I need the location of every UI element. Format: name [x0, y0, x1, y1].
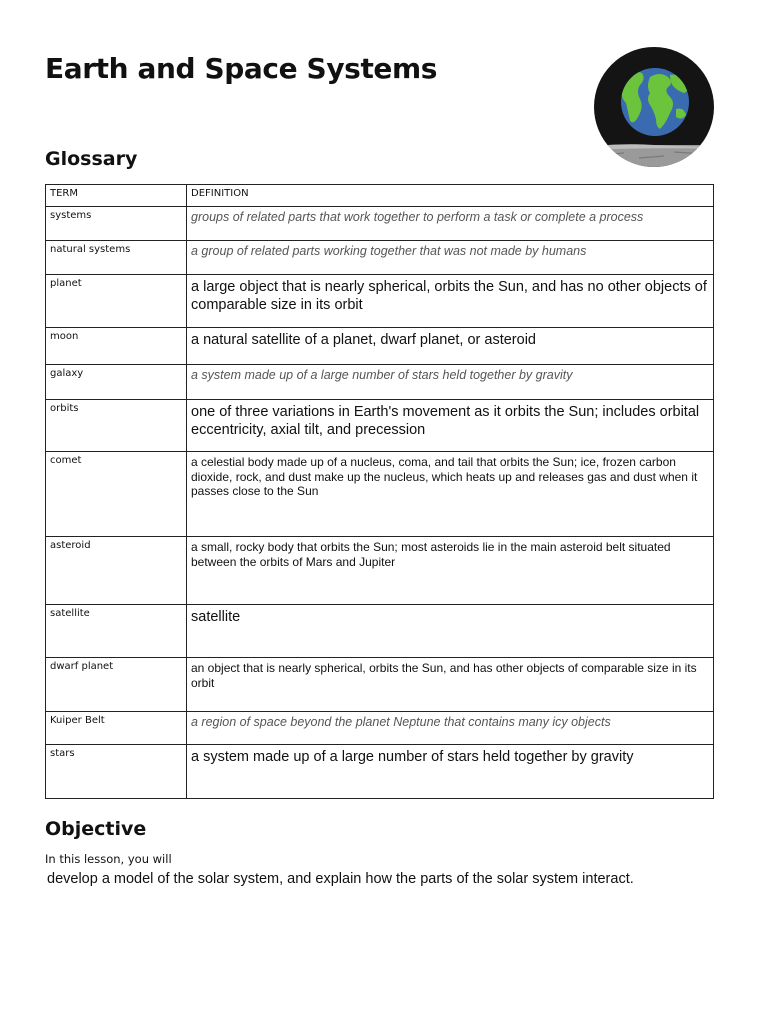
definition-cell: one of three variations in Earth's movement as it orbits the Sun; includes orbital eccentricity, axial tilt, and precession: [187, 400, 714, 452]
term-cell: asteroid: [46, 537, 187, 605]
definition-cell: a system made up of a large number of stars held together by gravity: [187, 365, 714, 400]
page-title: Earth and Space Systems: [45, 52, 438, 85]
definition-cell: a system made up of a large number of stars held together by gravity: [187, 745, 714, 799]
glossary-table: [45, 184, 714, 799]
objective-text: develop a model of the solar system, and explain how the parts of the solar system interact.: [47, 871, 634, 887]
table-row: [46, 605, 714, 658]
definition-cell: a large object that is nearly spherical, orbits the Sun, and has no other objects of comparable size in its orbit: [187, 275, 714, 328]
term-cell: satellite: [46, 605, 187, 658]
objective-intro: In this lesson, you will: [45, 852, 172, 866]
table-row: [46, 537, 714, 605]
term-cell: dwarf planet: [46, 658, 187, 712]
column-header-term: TERM: [46, 185, 187, 207]
table-row: [46, 207, 714, 241]
term-cell: galaxy: [46, 365, 187, 400]
definition-cell: a celestial body made up of a nucleus, coma, and tail that orbits the Sun; ice, frozen carbon dioxide, rock, and dust make up the nucleus, which heats up and releases gas and dust when it passes close to the Sun: [187, 452, 714, 537]
table-row: [46, 400, 714, 452]
glossary-header-row: [46, 185, 714, 207]
table-row: [46, 658, 714, 712]
definition-cell: a region of space beyond the planet Neptune that contains many icy objects: [187, 712, 714, 745]
table-row: [46, 365, 714, 400]
definition-cell: a small, rocky body that orbits the Sun; most asteroids lie in the main asteroid belt situated between the orbits of Mars and Jupiter: [187, 537, 714, 605]
term-cell: comet: [46, 452, 187, 537]
definition-cell: a group of related parts working together that was not made by humans: [187, 241, 714, 275]
term-cell: moon: [46, 328, 187, 365]
table-row: [46, 712, 714, 745]
definition-cell: groups of related parts that work together to perform a task or complete a process: [187, 207, 714, 241]
term-cell: orbits: [46, 400, 187, 452]
table-row: [46, 275, 714, 328]
definition-cell: a natural satellite of a planet, dwarf planet, or asteroid: [187, 328, 714, 365]
table-row: [46, 745, 714, 799]
column-header-definition: DEFINITION: [187, 185, 714, 207]
earth-globe-icon: [594, 47, 714, 167]
term-cell: Kuiper Belt: [46, 712, 187, 745]
term-cell: stars: [46, 745, 187, 799]
definition-cell: satellite: [187, 605, 714, 658]
table-row: [46, 328, 714, 365]
objective-heading: Objective: [45, 818, 147, 840]
term-cell: systems: [46, 207, 187, 241]
table-row: [46, 452, 714, 537]
definition-cell: an object that is nearly spherical, orbits the Sun, and has other objects of comparable size in its orbit: [187, 658, 714, 712]
table-row: [46, 241, 714, 275]
term-cell: planet: [46, 275, 187, 328]
term-cell: natural systems: [46, 241, 187, 275]
glossary-heading: Glossary: [45, 148, 138, 170]
